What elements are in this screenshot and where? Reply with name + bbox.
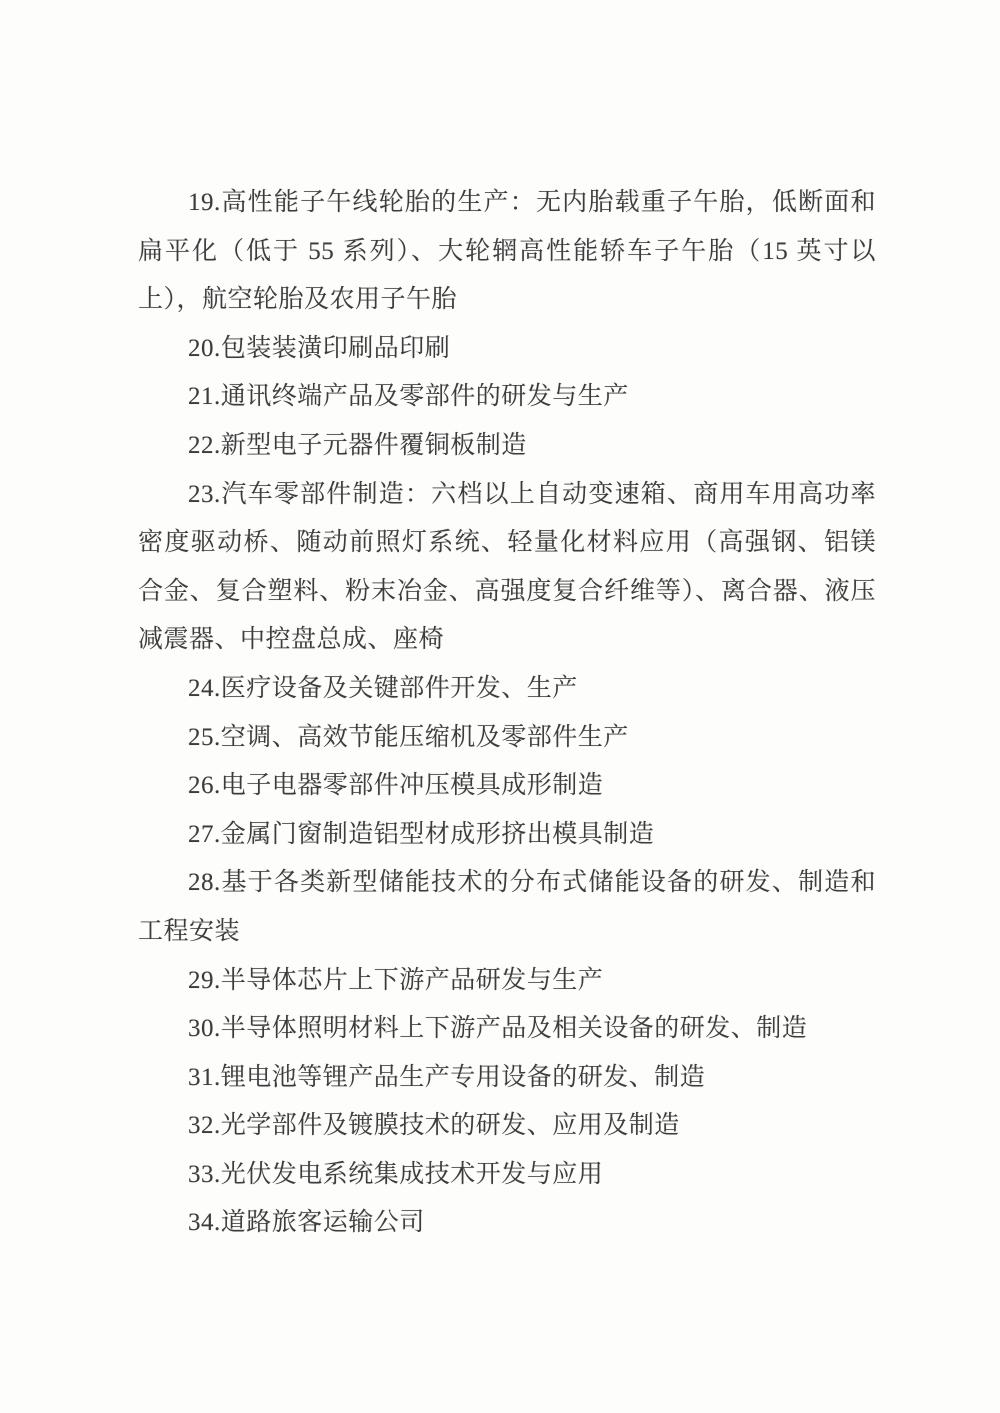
list-item-32: 32.光学部件及镀膜技术的研发、应用及制造 (188, 1112, 680, 1140)
list-item-24: 24.医疗设备及关键部件开发、生产 (188, 674, 578, 702)
document-body (138, 179, 876, 1248)
list-item-34: 34.道路旅客运输公司 (188, 1209, 425, 1237)
list-item-21: 21.通讯终端产品及零部件的研发与生产 (188, 383, 629, 411)
list-item-20: 20.包装装潢印刷品印刷 (188, 334, 451, 362)
list-item-33: 33.光伏发电系统集成技术开发与应用 (188, 1160, 604, 1188)
list-item-27: 27.金属门窗制造铝型材成形挤出模具制造 (188, 820, 655, 848)
list-item-29: 29.半导体芯片上下游产品研发与生产 (188, 966, 604, 994)
list-item-23: 23.汽车零部件制造：六档以上自动变速箱、商用车用高功率密度驱动桥、随动前照灯系统、轻量化材料应用（高强钢、铝镁合金、复合塑料、粉末冶金、高强度复合纤维等）、离合器、液压减震器、中控盘总成、座椅 (138, 480, 876, 654)
list-item-22: 22.新型电子元器件覆铜板制造 (188, 431, 527, 459)
list-item-31: 31.锂电池等锂产品生产专用设备的研发、制造 (188, 1063, 706, 1091)
list-item-19: 19.高性能子午线轮胎的生产：无内胎载重子午胎，低断面和扁平化（低于 55 系列）、大轮辋高性能轿车子午胎（15 英寸以上），航空轮胎及农用子午胎 (138, 189, 876, 314)
list-item-26: 26.电子电器零部件冲压模具成形制造 (188, 772, 604, 800)
list-item-25: 25.空调、高效节能压缩机及零部件生产 (188, 723, 629, 751)
list-item-28: 28.基于各类新型储能技术的分布式储能设备的研发、制造和工程安装 (138, 869, 876, 945)
list-item-30: 30.半导体照明材料上下游产品及相关设备的研发、制造 (188, 1015, 808, 1043)
